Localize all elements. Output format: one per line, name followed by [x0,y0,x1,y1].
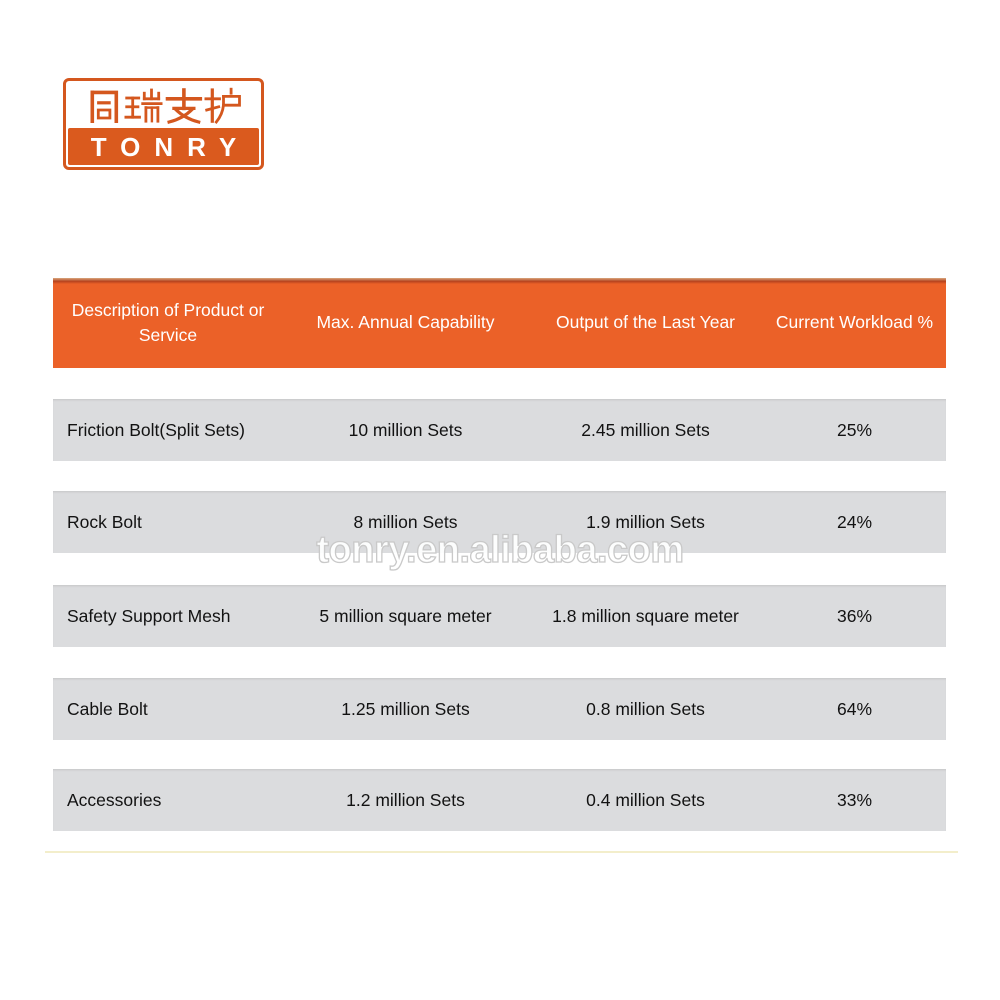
logo-chinese-glyphs [70,86,257,126]
workload-cell: 25% [836,419,873,440]
table-row [53,491,946,553]
bottom-divider [45,851,958,853]
logo-latin-bar [68,128,259,165]
output-cell: 1.9 million Sets [586,511,705,532]
table-row [53,678,946,740]
output-cell: 2.45 million Sets [581,419,710,440]
product-cell: Accessories [67,789,162,810]
workload-cell: 24% [836,511,873,532]
logo-chinese-text [66,81,261,128]
output-cell: 1.8 million square meter [552,605,739,626]
workload-cell: 36% [836,605,873,626]
product-cell: Rock Bolt [67,511,142,532]
table-row [53,399,946,461]
capability-cell: 5 million square meter [319,605,492,626]
output-cell: 0.8 million Sets [586,698,705,719]
workload-cell: 33% [836,789,873,810]
table-header-row [53,278,946,368]
table-row [53,769,946,831]
capability-cell: 1.2 million Sets [346,789,465,810]
capability-cell: 10 million Sets [348,419,463,440]
capability-cell: 1.25 million Sets [341,698,470,719]
header-output-column: Output of the Last Year [555,312,736,333]
output-cell: 0.4 million Sets [586,789,705,810]
header-capability-column: Max. Annual Capability [316,312,495,333]
alibaba-watermark: tonry.en.alibaba.com [316,529,684,571]
header-workload-column: Current Workload % [775,312,934,333]
logo-latin-text: TONRY [90,131,251,162]
header-product-column: Description of Product or Service [71,299,265,345]
product-cell: Cable Bolt [67,698,148,719]
product-cell: Safety Support Mesh [67,605,231,626]
table-row [53,585,946,647]
capability-cell: 8 million Sets [353,511,458,532]
company-logo [63,78,264,170]
product-cell: Friction Bolt(Split Sets) [67,419,245,440]
workload-cell: 64% [836,698,873,719]
